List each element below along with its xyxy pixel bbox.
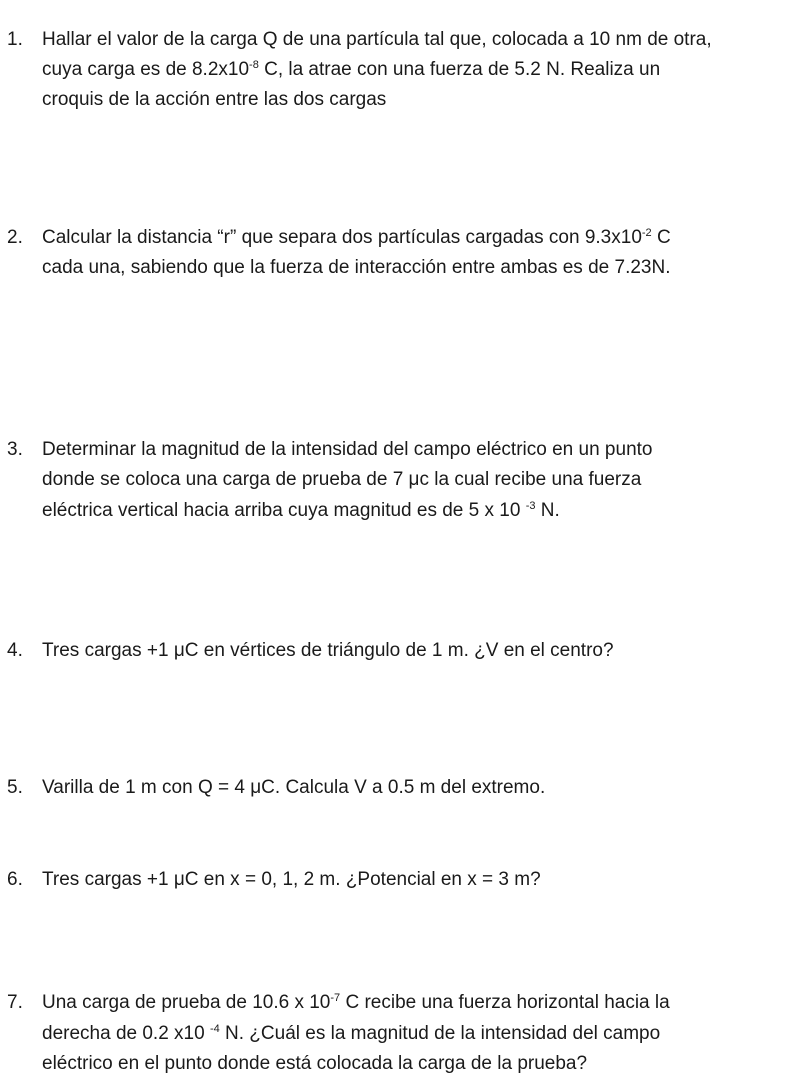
problem-number: 4.	[7, 640, 23, 661]
problem-number: 6.	[7, 869, 23, 890]
problem-text-line	[42, 439, 652, 461]
problem-text-line	[42, 227, 671, 249]
text-segment: N.	[535, 500, 560, 521]
text-segment: eléctrica vertical hacia arriba cuya magnitud es de 5 x 10	[42, 500, 526, 521]
problem-text-line	[42, 469, 641, 491]
text-segment: cada una, sabiendo que la fuerza de interacción entre ambas es de 7.23N.	[42, 257, 671, 278]
problem-number: 5.	[7, 777, 23, 798]
problem-text-line	[42, 257, 670, 279]
problem-text-line	[42, 1053, 587, 1075]
text-segment: N. ¿Cuál es la magnitud de la intensidad del campo	[219, 1023, 661, 1044]
exponent: -8	[249, 59, 259, 71]
text-segment: C recibe una fuerza horizontal hacia la	[340, 992, 670, 1013]
exponent: -4	[209, 1023, 220, 1035]
problem-text-line	[42, 89, 386, 111]
problem-text-line	[42, 29, 712, 51]
problem-text-line	[42, 777, 545, 799]
text-segment: C, la atrae con una fuerza de 5.2 N. Realiza un	[258, 59, 661, 80]
text-segment: Varilla de 1 m con Q = 4 μC. Calcula V a 0.5 m del extremo.	[42, 777, 546, 798]
problem-text-line	[42, 1023, 660, 1045]
problem-number: 2.	[7, 227, 23, 248]
text-segment: derecha de 0.2 x10	[42, 1023, 210, 1044]
text-segment: Tres cargas +1 μC en x = 0, 1, 2 m. ¿Potencial en x = 3 m?	[42, 869, 541, 890]
text-segment: Calcular la distancia “r” que separa dos partículas cargadas con 9.3x10	[42, 227, 642, 248]
text-segment: Hallar el valor de la carga Q de una partícula tal que, colocada a 10 nm de otra,	[42, 29, 712, 50]
exponent: -3	[525, 500, 536, 512]
text-segment: croquis de la acción entre las dos cargas	[42, 89, 387, 110]
exponent: -2	[641, 227, 652, 239]
problem-text-line	[42, 59, 660, 81]
problem-text-line	[42, 500, 560, 522]
exponent: -7	[330, 992, 341, 1004]
problem-number: 1.	[7, 29, 23, 50]
problem-number: 7.	[7, 992, 23, 1013]
text-segment: cuya carga es de 8.2x10	[42, 59, 250, 80]
text-segment: Una carga de prueba de 10.6 x 10	[42, 992, 331, 1013]
text-segment: Tres cargas +1 μC en vértices de triángulo de 1 m. ¿V en el centro?	[42, 640, 614, 661]
problem-number: 3.	[7, 439, 23, 460]
problem-text-line	[42, 869, 541, 891]
text-segment: eléctrico en el punto donde está colocada la carga de la prueba?	[42, 1053, 588, 1074]
text-segment: donde se coloca una carga de prueba de 7 μc la cual recibe una fuerza	[42, 469, 642, 490]
text-segment: Determinar la magnitud de la intensidad del campo eléctrico en un punto	[42, 439, 653, 460]
problem-text-line	[42, 992, 670, 1014]
problem-text-line	[42, 640, 614, 662]
text-segment: C	[651, 227, 671, 248]
